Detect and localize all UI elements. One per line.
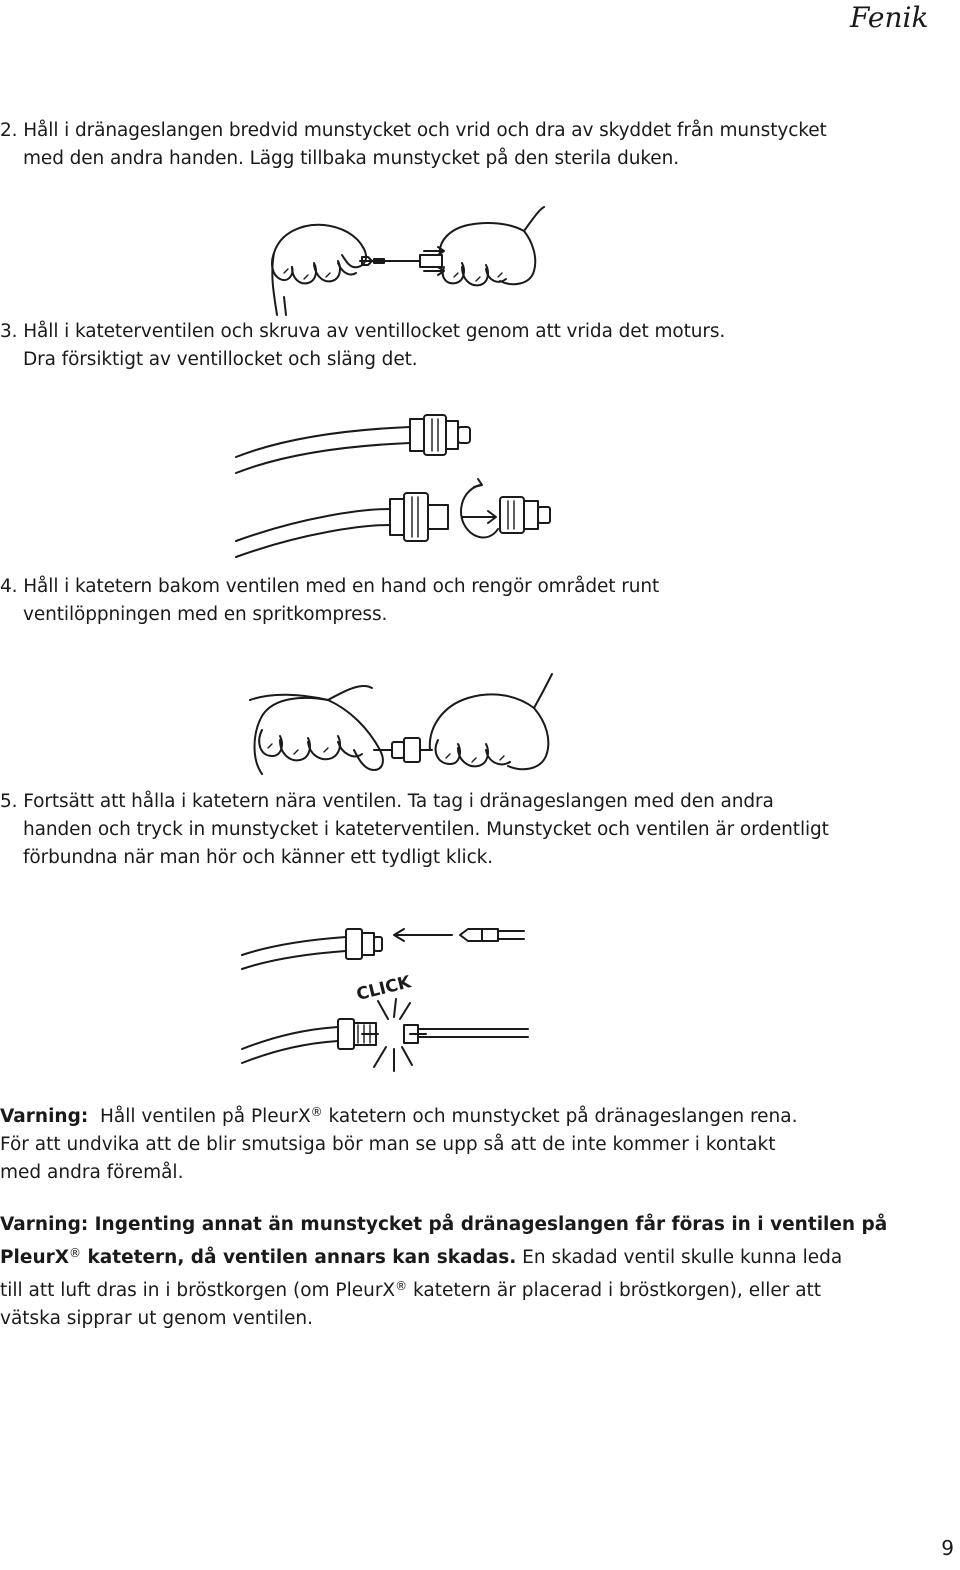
warning-text-bold: Varning: Ingenting annat än munstycket på dränageslangen får föras in i ventilen på	[0, 1214, 888, 1235]
warning-text-bold: katetern, då ventilen annars kan skadas.	[81, 1247, 517, 1268]
warning-text: En skadad ventil skulle kunna leda	[516, 1247, 843, 1268]
illustration-valve-cap-unscrew	[232, 405, 562, 565]
registered-mark: ®	[395, 1279, 408, 1293]
warning-text: Håll ventilen på PleurX	[100, 1106, 311, 1127]
step-line: Dra försiktigt av ventillocket och släng det.	[23, 349, 418, 370]
warning-text: katetern och munstycket på dränageslangen rena.	[322, 1106, 798, 1127]
illustration-nozzle-click	[238, 915, 538, 1075]
warning-text: med andra föremål.	[0, 1162, 184, 1183]
step-line: Håll i dränageslangen bredvid munstycket och vrid och dra av skyddet från munstycket	[23, 120, 827, 141]
logo-text: Fenik	[850, 1, 929, 34]
page-number: 9	[941, 1536, 954, 1560]
warning-label: Varning:	[0, 1106, 89, 1127]
step-line: med den andra handen. Lägg tillbaka munstycket på den sterila duken.	[23, 148, 679, 169]
step-line: Håll i katetern bakom ventilen med en hand och rengör området runt	[23, 576, 660, 597]
step-number: 2.	[0, 120, 18, 141]
warning-text: katetern är placerad i bröstkorgen), eller att	[407, 1280, 822, 1301]
click-label: CLICK	[354, 972, 413, 1005]
step-number: 4.	[0, 576, 18, 597]
step-2	[0, 117, 940, 173]
illustration-hands-remove-cap	[262, 205, 552, 317]
registered-mark: ®	[69, 1246, 82, 1260]
fenik-logo	[848, 0, 932, 34]
step-line: handen och tryck in munstycket i kateterventilen. Munstycket och ventilen är ordentligt	[23, 819, 829, 840]
step-3	[0, 318, 940, 374]
warning-text: vätska sipprar ut genom ventilen.	[0, 1308, 313, 1329]
warning-text: till att luft dras in i bröstkorgen (om PleurX	[0, 1280, 396, 1301]
step-4	[0, 573, 940, 629]
step-line: ventilöppningen med en spritkompress.	[23, 604, 388, 625]
step-number: 5.	[0, 791, 18, 812]
warning-text: För att undvika att de blir smutsiga bör man se upp så att de inte kommer i kontakt	[0, 1134, 776, 1155]
warning-valve-damage	[0, 1211, 940, 1333]
warning-text-bold: PleurX	[0, 1247, 70, 1268]
step-number: 3.	[0, 321, 18, 342]
step-5	[0, 788, 940, 872]
warning-keep-clean	[0, 1098, 940, 1187]
step-line: förbundna när man hör och känner ett tydligt klick.	[23, 847, 494, 868]
registered-mark: ®	[310, 1105, 323, 1119]
illustration-hands-clean-valve	[242, 670, 562, 782]
step-line: Håll i kateterventilen och skruva av ventillocket genom att vrida det moturs.	[23, 321, 726, 342]
step-line: Fortsätt att hålla i katetern nära ventilen. Ta tag i dränageslangen med den andra	[23, 791, 774, 812]
